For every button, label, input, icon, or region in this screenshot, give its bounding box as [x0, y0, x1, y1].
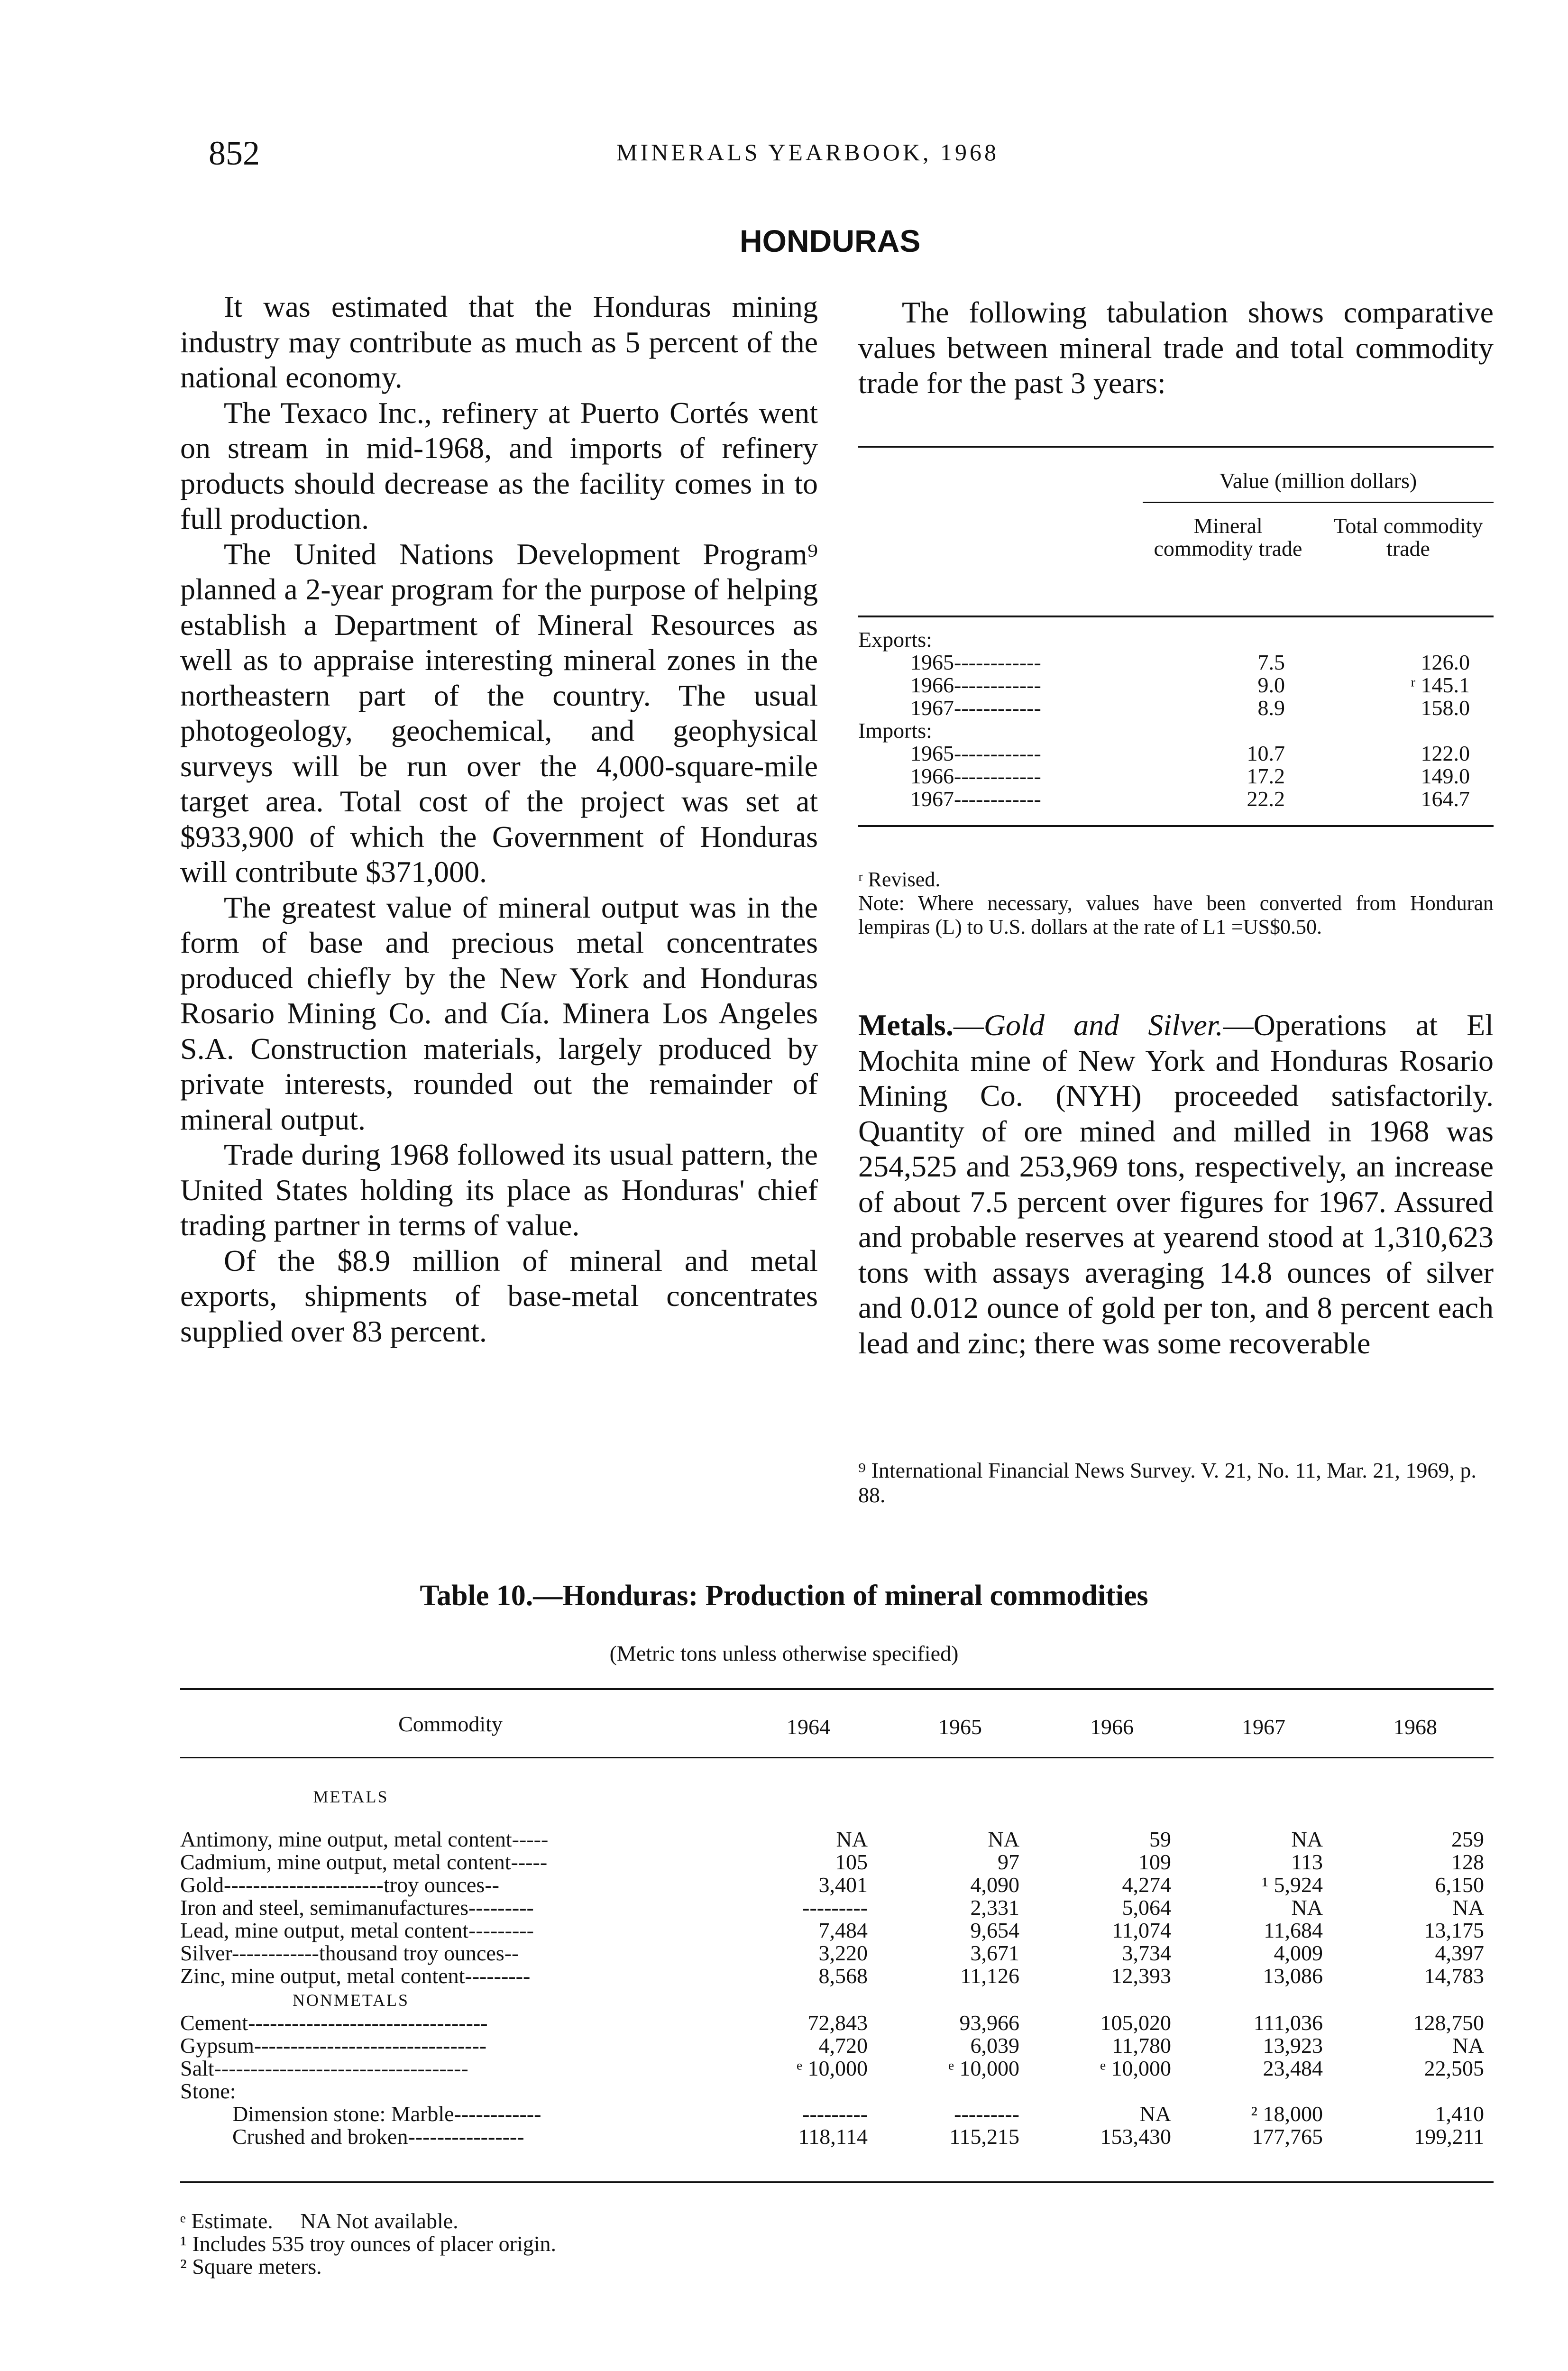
table-rule: [858, 616, 1494, 617]
cell-1964: ---------: [802, 2102, 868, 2126]
footnote-1: ¹ Includes 535 troy ounces of placer origin.: [180, 2232, 557, 2256]
production-table-subtitle: (Metric tons unless otherwise specified): [609, 1641, 959, 1665]
cell-1966: 153,430: [1100, 2124, 1171, 2149]
cell-1968: NA: [1452, 1895, 1484, 1920]
total-value: 158.0: [1421, 696, 1470, 720]
cell-1964: 4,720: [818, 2033, 868, 2058]
col-year-header: 1964: [787, 1715, 830, 1739]
table-rule: [180, 1688, 1494, 1690]
table-rule: [1143, 502, 1494, 503]
cell-1965: 97: [998, 1850, 1019, 1874]
cell-1966: NA: [1139, 2102, 1171, 2126]
cell-1968: 128: [1451, 1850, 1484, 1874]
section-title: HONDURAS: [740, 223, 921, 258]
cell-1965: ᵉ 10,000: [948, 2056, 1019, 2080]
cell-1966: 11,780: [1112, 2033, 1171, 2058]
cell-1966: 5,064: [1122, 1895, 1171, 1920]
cell-1968: 199,211: [1414, 2124, 1484, 2149]
cell-1967: 177,765: [1252, 2124, 1323, 2149]
cell-1968: 259: [1451, 1827, 1484, 1851]
row-year: 1966------------: [910, 673, 1041, 697]
mineral-value: 8.9: [1257, 696, 1285, 720]
section-label-metals: METALS: [313, 1787, 389, 1806]
row-label: Zinc, mine output, metal content---------: [180, 1964, 531, 1988]
cell-1964: NA: [836, 1827, 868, 1851]
metals-subheading: Gold and Silver.: [983, 1008, 1223, 1042]
cell-1968: 4,397: [1435, 1941, 1484, 1965]
row-label: Stone:: [180, 2079, 236, 2103]
conversion-note: Note: Where necessary, values have been converted from Honduran lempiras (L) to U.S. dollars at the rate of L1 =US$0.50.: [858, 891, 1494, 938]
metals-text: —Operations at El Mochita mine of New York and Honduras Rosario Mining Co. (NYH) proceeded satisfactorily. Quantity of ore mined and milled in 1968 was 254,525 and 253,969 tons, respectively, an increase of about 7.5 percent over figures for 1967. Assured and probable reserves at yearend stood at 1,310,623 tons with assays averaging 14.8 ounces of silver and 0.012 ounce of gold per ton, and 8 percent each lead and zinc; there was some recoverable: [858, 1008, 1494, 1360]
imports-label: Imports:: [858, 718, 932, 743]
paragraph: The greatest value of mineral output was in the form of base and precious metal concentrates produced chiefly by the New York and Honduras Rosario Mining Co. and Cía. Minera Los Angeles S.A. Construction materials, largely produced by private interests, rounded out the remainder of mineral output.: [180, 890, 818, 1136]
cell-1964: ---------: [802, 1895, 868, 1920]
cell-1968: NA: [1452, 2033, 1484, 2058]
cell-1966: ᵉ 10,000: [1100, 2056, 1171, 2080]
row-year: 1966------------: [910, 764, 1041, 788]
cell-1966: 105,020: [1100, 2011, 1171, 2035]
paragraph: It was estimated that the Honduras mining industry may contribute as much as 5 percent of the national economy.: [180, 290, 818, 394]
production-table-title: Table 10.—Honduras: Production of mineral commodities: [420, 1580, 1148, 1612]
value-header: Value (million dollars): [1219, 469, 1417, 493]
row-label: Lead, mine output, metal content---------: [180, 1918, 534, 1942]
page-number: 852: [209, 134, 260, 172]
cell-1966: 109: [1138, 1850, 1171, 1874]
cell-1968: 22,505: [1424, 2056, 1484, 2080]
col-year-header: 1968: [1394, 1715, 1437, 1739]
cell-1968: 1,410: [1435, 2102, 1484, 2126]
cell-1964: 3,220: [818, 1941, 868, 1965]
cell-1964: 72,843: [807, 2011, 868, 2035]
cell-1967: NA: [1291, 1895, 1323, 1920]
cell-1966: 59: [1149, 1827, 1171, 1851]
revised-note: ʳ Revised.: [858, 868, 941, 891]
paragraph: Trade during 1968 followed its usual pattern, the United States holding its place as Honduras' chief trading partner in terms of value.: [180, 1138, 818, 1242]
cell-1967: 4,009: [1274, 1941, 1323, 1965]
col-total-header: Total commodity trade: [1333, 514, 1483, 561]
cell-1964: 3,401: [818, 1873, 868, 1897]
footnote-estimate: ᵉ Estimate. NA Not available.: [180, 2209, 458, 2233]
trade-notes: [858, 868, 1494, 939]
section-label-nonmetals: NONMETALS: [292, 1991, 410, 2010]
cell-1964: 8,568: [818, 1964, 868, 1988]
col-year-header: 1966: [1090, 1715, 1134, 1739]
row-year: 1967------------: [910, 787, 1041, 811]
row-year: 1967------------: [910, 696, 1041, 720]
cell-1966: 12,393: [1111, 1964, 1171, 1988]
cell-1967: 23,484: [1263, 2056, 1323, 2080]
cell-1966: 11,074: [1112, 1918, 1171, 1942]
mineral-value: 17.2: [1247, 764, 1285, 788]
col-year-header: 1965: [938, 1715, 982, 1739]
row-label: Cement---------------------------------: [180, 2011, 488, 2035]
cell-1965: NA: [988, 1827, 1019, 1851]
cell-1965: 93,966: [959, 2011, 1019, 2035]
cell-1967: ² 18,000: [1251, 2102, 1323, 2126]
cell-1965: 11,126: [960, 1964, 1019, 1988]
row-label: Salt-----------------------------------: [180, 2056, 468, 2080]
cell-1964: 118,114: [798, 2124, 868, 2149]
cell-1964: ᵉ 10,000: [797, 2056, 868, 2080]
cell-1965: 9,654: [970, 1918, 1019, 1942]
cell-1964: 105: [835, 1850, 868, 1874]
paragraph: Metals.—Gold and Silver.—Operations at El Mochita mine of New York and Honduras Rosario Mining Co. (NYH) proceeded satisfactorily. Quantity of ore mined and milled in 1968 was 254,525 and 253,969 tons, respectively, an increase of about 7.5 percent over figures for 1967. Assured and probable reserves at yearend stood at 1,310,623 tons with assays averaging 14.8 ounces of silver and 0.012 ounce of gold per ton, and 8 percent each lead and zinc; there was some recoverable: [858, 1008, 1494, 1360]
mineral-value: 9.0: [1257, 673, 1285, 697]
total-value: 164.7: [1421, 787, 1470, 811]
row-label: Dimension stone: Marble------------: [232, 2102, 541, 2126]
production-table: [180, 1688, 1494, 2191]
cell-1965: ---------: [954, 2102, 1019, 2126]
cell-1965: 4,090: [970, 1873, 1019, 1897]
row-label: Gypsum--------------------------------: [180, 2033, 487, 2058]
trade-intro: [858, 295, 1494, 401]
row-year: 1965------------: [910, 741, 1041, 765]
row-label: Antimony, mine output, metal content-----: [180, 1827, 549, 1851]
cell-1967: 13,086: [1263, 1964, 1323, 1988]
table-rule: [180, 2181, 1494, 2183]
cell-1966: 3,734: [1122, 1941, 1171, 1965]
cell-1967: ¹ 5,924: [1262, 1873, 1323, 1897]
table-rule: [858, 446, 1494, 448]
cell-1967: 113: [1291, 1850, 1323, 1874]
paragraph: Of the $8.9 million of mineral and metal exports, shipments of base-metal concentrates supplied over 83 percent.: [180, 1243, 818, 1348]
cell-1967: NA: [1291, 1827, 1323, 1851]
table-rule: [858, 825, 1494, 827]
total-value: 126.0: [1421, 650, 1470, 674]
cell-1965: 6,039: [970, 2033, 1019, 2058]
metals-heading: Metals.: [858, 1008, 954, 1042]
row-year: 1965------------: [910, 650, 1041, 674]
total-value: ʳ 145.1: [1411, 673, 1470, 697]
cell-1965: 3,671: [970, 1941, 1019, 1965]
row-label: Iron and steel, semimanufactures---------: [180, 1895, 534, 1920]
cell-1968: 14,783: [1424, 1964, 1484, 1988]
row-label: Gold----------------------troy ounces--: [180, 1873, 499, 1897]
col-commodity-header: Commodity: [398, 1712, 503, 1736]
mineral-value: 7.5: [1257, 650, 1285, 674]
col-mineral-header: Mineral commodity trade: [1154, 514, 1302, 561]
cell-1967: 111,036: [1253, 2011, 1323, 2035]
footnote: ⁹ International Financial News Survey. V. 21, No. 11, Mar. 21, 1969, p. 88.: [858, 1458, 1476, 1507]
col-year-header: 1967: [1242, 1715, 1285, 1739]
cell-1967: 11,684: [1264, 1918, 1323, 1942]
exports-label: Exports:: [858, 627, 932, 652]
row-label: Silver------------thousand troy ounces--: [180, 1941, 519, 1965]
cell-1966: 4,274: [1122, 1873, 1171, 1897]
cell-1968: 128,750: [1413, 2011, 1484, 2035]
row-label: Cadmium, mine output, metal content-----: [180, 1850, 548, 1874]
mineral-value: 10.7: [1247, 741, 1285, 765]
mineral-value: 22.2: [1247, 787, 1285, 811]
cell-1964: 7,484: [818, 1918, 868, 1942]
running-title: MINERALS YEARBOOK, 1968: [616, 139, 999, 165]
production-footnotes: [180, 2210, 556, 2278]
paragraph: The following tabulation shows comparative values between mineral trade and total commodity trade for the past 3 years:: [858, 295, 1494, 400]
total-value: 149.0: [1421, 764, 1470, 788]
row-label: Crushed and broken----------------: [232, 2124, 524, 2149]
total-value: 122.0: [1421, 741, 1470, 765]
metals-section: [858, 1008, 1494, 1361]
cell-1968: 6,150: [1435, 1873, 1484, 1897]
cell-1965: 115,215: [949, 2124, 1019, 2149]
cell-1967: 13,923: [1263, 2033, 1323, 2058]
left-column: [180, 289, 818, 1349]
cell-1968: 13,175: [1424, 1918, 1484, 1942]
cell-1965: 2,331: [970, 1895, 1019, 1920]
paragraph: The United Nations Development Program⁹ planned a 2-year program for the purpose of helping establish a Department of Mineral Resources as well as to appraise interesting mineral zones in the northeastern part of the country. The usual photogeology, geochemical, and geophysical surveys will be run over the 4,000-square-mile target area. Total cost of the project was set at $933,900 of which the Government of Honduras will contribute $371,000.: [180, 537, 818, 889]
footnote-2: ² Square meters.: [180, 2254, 322, 2279]
paragraph: The Texaco Inc., refinery at Puerto Cortés went on stream in mid-1968, and imports of refinery products should decrease as the facility comes in to full production.: [180, 395, 818, 535]
table-rule: [180, 1757, 1494, 1758]
